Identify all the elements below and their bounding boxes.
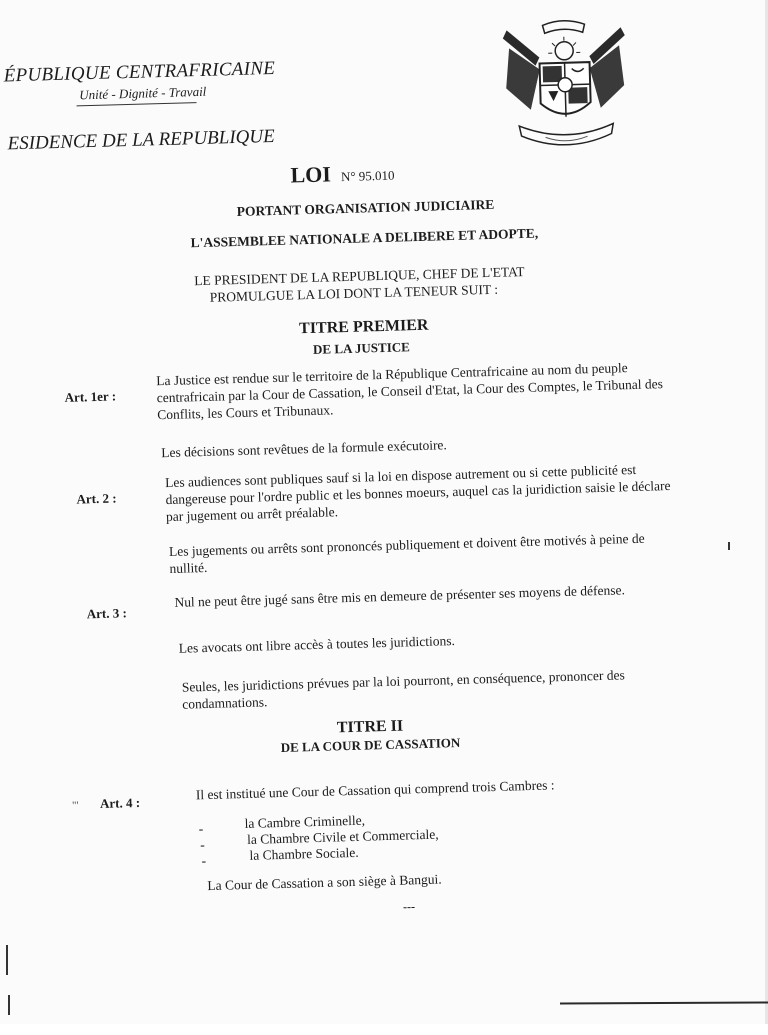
list-bullet: -	[201, 853, 206, 869]
president-line-1: LE PRESIDENT DE LA REPUBLIQUE, CHEF DE L'ETAT	[0, 258, 743, 295]
art-3-paragraph-2: Les avocats ont libre accès à toutes les juridictions.	[178, 626, 688, 657]
list-bullet: -	[200, 837, 205, 853]
titre-premier-heading: TITRE PREMIER	[0, 308, 748, 347]
art-2-label: Art. 2 :	[76, 490, 117, 507]
scan-margin-mark	[8, 995, 10, 1015]
law-title	[290, 160, 395, 189]
list-item: la Chambre Civile et Commerciale,	[247, 827, 439, 848]
presidence-heading: ESIDENCE DE LA REPUBLIQUE	[7, 126, 275, 155]
law-number: N° 95.010	[341, 168, 395, 184]
art-1-paragraph-1: La Justice est rendue sur le territoire de la République Centrafricaine au nom du peuple centrafricain par la Cour de Cassation, le Conseil d'Etat, la Cour des Comptes, le Tribunal des Conflits, les Cours et Tribunaux.	[156, 358, 667, 423]
art-3-paragraph-3: Seules, les juridictions prévues par la loi pourront, en conséquence, prononcer des condamnations.	[182, 664, 693, 712]
art-3-label: Art. 3 :	[87, 605, 128, 622]
coat-of-arms-icon	[498, 15, 632, 159]
assembly-statement: L'ASSEMBLEE NATIONALE A DELIBERE ET ADOPTE,	[0, 220, 748, 257]
list-item: la Chambre Sociale.	[249, 845, 358, 864]
national-motto: Unité - Dignité - Travail	[79, 81, 304, 103]
law-subject: PORTANT ORGANISATION JUDICIAIRE	[0, 190, 750, 227]
art-2-paragraph-1: Les audiences sont publiques sauf si la loi en dispose autrement ou si cette publicité est dangereuse pour l'ordre public et les bonnes moeurs, auquel cas la juridiction saisie le déclare par jugement ou arrêt préalable.	[165, 460, 676, 525]
scan-margin-mark	[6, 945, 8, 975]
republic-name: ÉPUBLIQUE CENTRAFRICAINE	[3, 57, 303, 87]
stray-ink-mark	[728, 542, 730, 550]
art-1-label: Art. 1er :	[64, 388, 116, 405]
header-left	[3, 57, 304, 108]
art-2-paragraph-2: Les jugements ou arrêts sont prononcés publiquement et doivent être motivés à peine de nullité.	[169, 529, 680, 577]
art-3-paragraph-1: Nul ne peut être jugé sans être mis en demeure de présenter ses moyens de défense.	[174, 580, 684, 611]
titre-ii-heading: TITRE II	[0, 708, 754, 747]
art-4-intro: Il est institué une Cour de Cassation qui comprend trois Cambres :	[196, 772, 706, 803]
titre-premier-subheading: DE LA JUSTICE	[0, 330, 746, 367]
list-item: la Cambre Criminelle,	[244, 813, 365, 832]
art-1-paragraph-2: Les décisions sont revêtues de la formule exécutoire.	[161, 430, 671, 461]
president-line-2: PROMULGUE LA LOI DONT LA TENEUR SUIT :	[0, 275, 738, 312]
art-4-label: Art. 4 :	[100, 795, 141, 812]
margin-scratch-mark: "'	[72, 800, 79, 812]
continuation-mark: ---	[403, 899, 415, 914]
art-4-seat: La Cour de Cassation a son siège à Bangui.	[207, 863, 717, 894]
law-label: LOI	[290, 161, 331, 187]
titre-ii-subheading: DE LA COUR DE CASSATION	[0, 727, 755, 764]
list-bullet: -	[199, 821, 204, 837]
